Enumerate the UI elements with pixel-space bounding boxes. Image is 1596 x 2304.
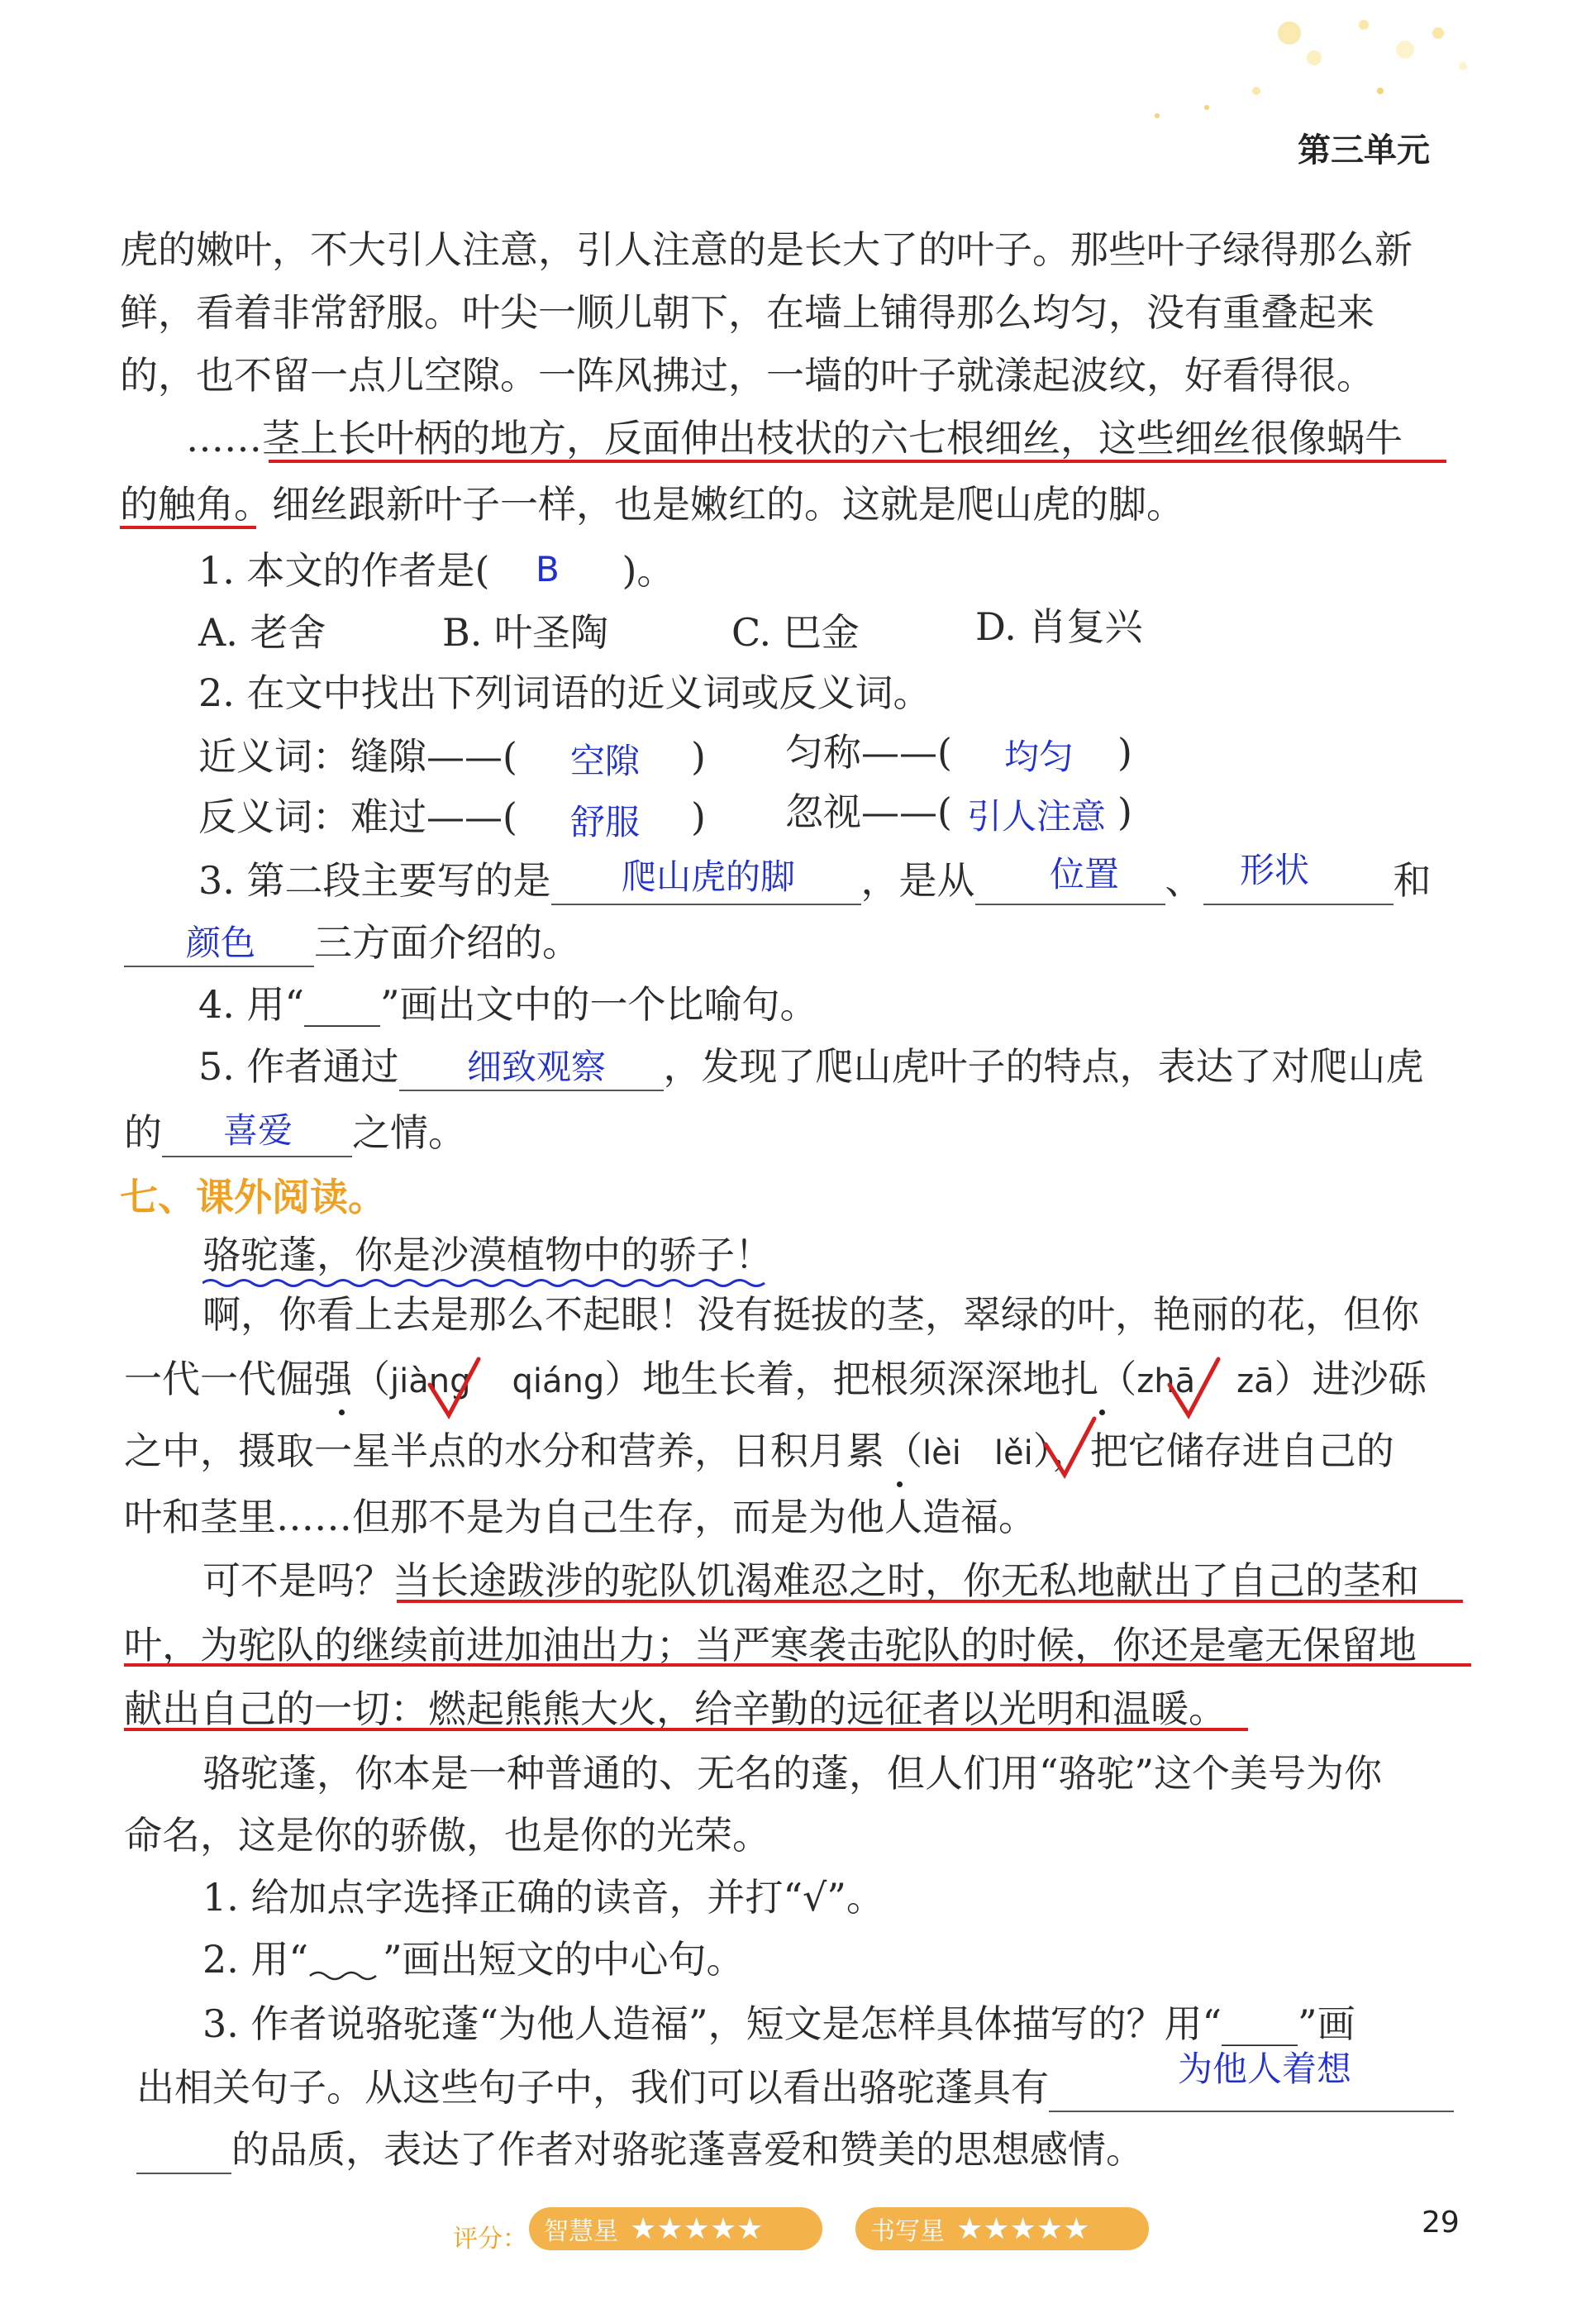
passage-line-pinyin: 一代一代倔强（jiàng qiáng）地生长着，把根须深深地扎（zhā zā）进沙砾: [124, 1357, 1427, 1401]
wisdom-star-badge: [529, 2207, 822, 2250]
question-1: 1. 本文的作者是( )。: [198, 548, 675, 593]
answer-author: B: [536, 549, 560, 589]
question-7-2: 2. 用“ ”画出短文的中心句。: [202, 1934, 745, 1984]
question-5: 5. 作者通过 ，发现了爬山虎叶子的特点，表达了对爬山虎: [198, 1042, 1424, 1091]
answer-antonym-2: 引人注意: [967, 796, 1107, 837]
checkmark-icon: [426, 1356, 484, 1422]
badge-label: 智慧星: [544, 2217, 618, 2246]
detail-underline: [124, 1728, 1248, 1731]
passage-line: 骆驼蓬，你本是一种普通的、无名的蓬，但人们用“骆驼”这个美号为你: [202, 1751, 1383, 1796]
answer-q5-1: 细致观察: [467, 1047, 607, 1087]
answer-synonym-2: 均匀: [1004, 737, 1074, 777]
passage-line: 虎的嫩叶，不大引人注意，引人注意的是长大了的叶子。那些叶子绿得那么新: [120, 227, 1413, 272]
passage-line: 的，也不留一点儿空隙。一阵风拂过，一墙的叶子就漾起波纹，好看得很。: [120, 353, 1374, 398]
answer-antonym-1: 舒服: [570, 802, 641, 842]
passage-line: 叶，为驼队的继续前进加油出力；当严寒袭击驼队的时候，你还是毫无保留地: [124, 1623, 1417, 1667]
badge-label: 书写星: [870, 2217, 945, 2246]
question-7-1: 1. 给加点字选择正确的读音，并打“√”。: [202, 1875, 884, 1920]
simile-underline: [120, 526, 256, 529]
antonym-row: 反义词：难过——( ): [198, 794, 706, 839]
page-number: 29: [1422, 2206, 1460, 2240]
option-a: A. 老舍: [198, 610, 326, 655]
option-b: B. 叶圣陶: [442, 610, 609, 655]
emphasis-dot: [897, 1481, 903, 1487]
writing-star-badge: [855, 2207, 1149, 2250]
question-5-cont: 的 之情。: [124, 1108, 466, 1157]
question-7-3-cont: 出相关句子。从这些句子中，我们可以看出骆驼蓬具有: [136, 2063, 1454, 2112]
passage-line-pinyin: 之中，摄取一星半点的水分和营养，日积月累（lèi lěi），把它储存进自己的: [124, 1429, 1394, 1473]
antonym-row-2: 忽视——( ): [785, 789, 1132, 834]
central-sentence-wavy-underline: [202, 1277, 773, 1289]
answer-q3-3: 形状: [1240, 850, 1310, 890]
unit-title: 第三单元: [1298, 131, 1430, 169]
passage-line: 叶和茎里……但那不是为自己生存，而是为他人造福。: [124, 1495, 1036, 1539]
question-7-3: 3. 作者说骆驼蓬“为他人造福”，短文是怎样具体描写的？用“____”画: [202, 2001, 1355, 2046]
question-7-3-end: 的品质，表达了作者对骆驼蓬喜爱和赞美的思想感情。: [136, 2125, 1144, 2174]
header-decoration: [1025, 0, 1488, 132]
answer-7-3: 为他人着想: [1178, 2049, 1352, 2089]
question-3-cont: 三方面介绍的。: [124, 918, 580, 967]
answer-q3-1: 爬山虎的脚: [622, 856, 796, 897]
wavy-line-icon: [308, 1951, 383, 1984]
score-label: 评分：: [453, 2225, 527, 2254]
answer-q3-2: 位置: [1050, 854, 1120, 894]
passage-line: 命名，这是你的骄傲，也是你的光荣。: [124, 1813, 770, 1858]
section-title: 七、课外阅读。: [120, 1175, 386, 1219]
passage-line: 可不是吗？当长途跋涉的驼队饥渴难忍之时，你无私地献出了自己的茎和: [202, 1558, 1419, 1603]
answer-q3-4: 颜色: [186, 923, 256, 963]
synonym-row: 近义词：缝隙——( ): [198, 734, 706, 779]
checkmark-icon: [1041, 1415, 1099, 1481]
passage-line: 鲜，看着非常舒服。叶尖一顺儿朝下，在墙上铺得那么均匀，没有重叠起来: [120, 290, 1374, 335]
detail-underline: [397, 1600, 1463, 1603]
question-4: 4. 用“____”画出文中的一个比喻句。: [198, 982, 818, 1027]
passage-title: 骆驼蓬，你是沙漠植物中的骄子！: [202, 1233, 773, 1277]
star-rating: ★★★★★: [630, 2211, 764, 2246]
passage-line: 献出自己的一切：燃起熊熊大火，给辛勤的远征者以光明和温暖。: [124, 1686, 1227, 1731]
checkmark-icon: [1165, 1356, 1223, 1422]
answer-q5-2: 喜爱: [223, 1110, 293, 1151]
passage-line: 的触角。细丝跟新叶子一样，也是嫩红的。这就是爬山虎的脚。: [120, 482, 1184, 527]
option-c: C. 巴金: [731, 610, 860, 655]
answer-synonym-1: 空隙: [570, 741, 641, 781]
simile-underline: [269, 460, 1446, 463]
detail-underline: [124, 1663, 1471, 1667]
emphasis-dot: [339, 1410, 345, 1415]
option-d: D. 肖复兴: [975, 604, 1143, 649]
passage-line: ……茎上长叶柄的地方，反面伸出枝状的六七根细丝，这些细丝很像蜗牛: [186, 416, 1403, 460]
emphasis-dot: [1099, 1410, 1105, 1415]
passage-line: 啊，你看上去是那么不起眼！没有挺拔的茎，翠绿的叶，艳丽的花，但你: [202, 1292, 1419, 1337]
synonym-row-2: 匀称——( ): [785, 730, 1132, 775]
star-rating: ★★★★★: [956, 2211, 1090, 2246]
question-2: 2. 在文中找出下列词语的近义词或反义词。: [198, 670, 931, 715]
question-3: 3. 第二段主要写的是 ，是从 、 和: [198, 856, 1432, 905]
